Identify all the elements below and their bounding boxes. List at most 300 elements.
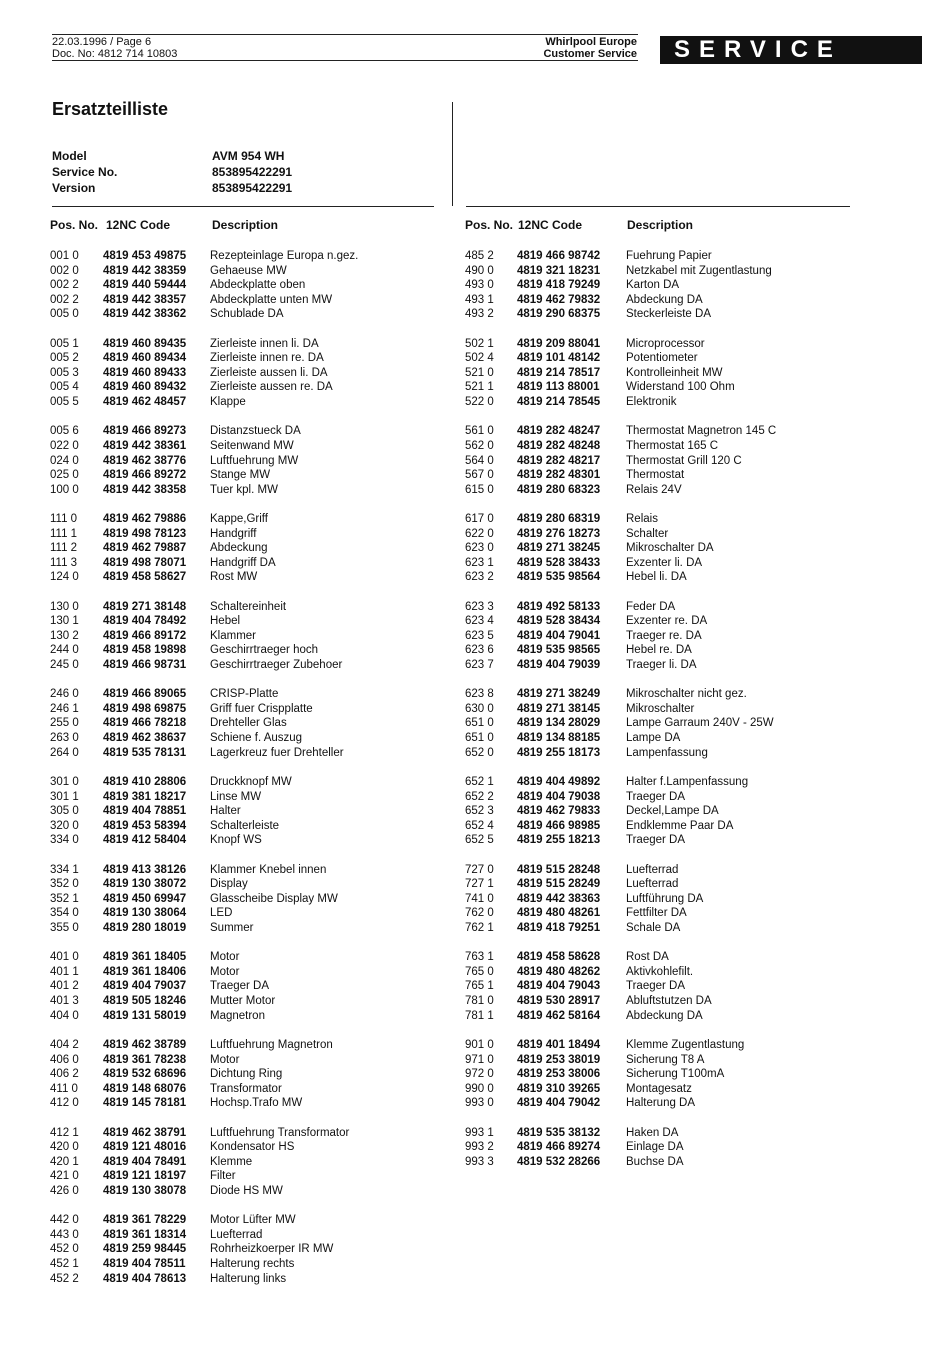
position-number: 615 0 <box>465 483 494 496</box>
service-no-label: Service No. <box>52 165 118 179</box>
position-number: 652 1 <box>465 775 494 788</box>
position-number: 001 0 <box>50 250 79 262</box>
part-code: 4819 404 78491 <box>103 1155 187 1168</box>
part-code: 4819 442 38361 <box>103 439 187 452</box>
part-description: Seitenwand MW <box>210 439 294 452</box>
part-description: Zierleiste innen re. DA <box>210 352 324 365</box>
position-number: 005 4 <box>50 381 79 394</box>
part-description: Relais 24V <box>626 483 682 496</box>
part-description: Klammer <box>210 629 257 642</box>
position-number: 130 1 <box>50 615 79 628</box>
part-code: 4819 462 38776 <box>103 454 187 467</box>
position-number: 972 0 <box>465 1068 494 1081</box>
part-code: 4819 404 79039 <box>517 659 601 671</box>
position-number: 111 0 <box>50 512 78 525</box>
position-number: 301 0 <box>50 775 79 788</box>
part-description: Buchse DA <box>626 1155 684 1168</box>
part-description: Microprocessor <box>626 337 705 350</box>
position-number: 652 2 <box>465 790 494 803</box>
position-number: 005 0 <box>50 308 79 321</box>
part-code: 4819 271 38245 <box>517 542 601 555</box>
position-number: 993 3 <box>465 1155 494 1168</box>
part-description: Mikroschalter <box>626 702 695 715</box>
position-number: 111 1 <box>50 527 78 540</box>
company-name: Whirlpool Europe <box>545 36 637 48</box>
position-number: 005 6 <box>50 425 79 438</box>
part-description: Schublade DA <box>210 308 284 321</box>
part-description: Thermostat 165 C <box>626 439 719 452</box>
part-code: 4819 404 49892 <box>517 775 601 788</box>
position-number: 404 2 <box>50 1038 79 1051</box>
part-code: 4819 361 18405 <box>103 951 187 964</box>
position-number: 022 0 <box>50 439 79 452</box>
position-number: 005 1 <box>50 337 79 350</box>
part-code: 4819 130 38072 <box>103 878 187 891</box>
part-code: 4819 321 18231 <box>517 264 601 277</box>
position-number: 100 0 <box>50 483 79 496</box>
part-description: Klemme Zugentlastung <box>626 1038 745 1051</box>
part-description: Abdeckung DA <box>626 1009 703 1022</box>
part-code: 4819 440 59444 <box>103 279 187 292</box>
part-description: Transformator <box>210 1082 282 1095</box>
position-number: 024 0 <box>50 454 79 467</box>
part-code: 4819 282 48247 <box>517 425 601 438</box>
position-number: 901 0 <box>465 1038 494 1051</box>
part-description: Lampenfassung <box>626 746 708 759</box>
part-code: 4819 361 18314 <box>103 1228 187 1241</box>
part-code: 4819 462 58164 <box>517 1009 601 1022</box>
position-number: 352 1 <box>50 892 79 905</box>
part-description: Kondensator HS <box>210 1141 295 1154</box>
part-description: Filter <box>210 1170 236 1183</box>
part-description: Glasscheibe Display MW <box>210 892 338 905</box>
part-code: 4819 532 28266 <box>517 1155 601 1168</box>
part-code: 4819 498 78123 <box>103 527 187 540</box>
position-number: 651 0 <box>465 717 494 730</box>
position-number: 404 0 <box>50 1009 79 1022</box>
position-number: 263 0 <box>50 732 79 745</box>
part-description: Traeger DA <box>210 980 270 993</box>
position-number: 412 0 <box>50 1097 79 1110</box>
part-code: 4819 458 19898 <box>103 644 187 657</box>
position-number: 320 0 <box>50 819 79 832</box>
part-code: 4819 310 39265 <box>517 1082 601 1095</box>
part-code: 4819 282 48301 <box>517 469 601 482</box>
part-code: 4819 460 89435 <box>103 337 187 350</box>
position-number: 521 1 <box>465 381 494 394</box>
part-description: Rost MW <box>210 571 258 584</box>
part-description: Motor <box>210 1053 240 1066</box>
part-description: Exzenter re. DA <box>626 615 708 628</box>
position-number: 765 0 <box>465 965 494 978</box>
right-code-header: 12NC Code <box>518 218 583 232</box>
part-code: 4819 404 78492 <box>103 615 187 628</box>
part-code: 4819 505 18246 <box>103 995 187 1008</box>
model-value: AVM 954 WH <box>212 149 285 163</box>
part-description: Display <box>210 878 248 891</box>
part-description: Knopf WS <box>210 834 262 847</box>
part-description: Motor <box>210 965 240 978</box>
part-description: Rost DA <box>626 951 669 964</box>
part-description: Zierleiste aussen li. DA <box>210 366 328 379</box>
position-number: 521 0 <box>465 366 494 379</box>
position-number: 727 1 <box>465 878 494 891</box>
position-number: 630 0 <box>465 702 494 715</box>
part-code: 4819 442 38362 <box>103 308 187 321</box>
part-description: Traeger DA <box>626 834 686 847</box>
part-code: 4819 130 38064 <box>103 907 187 920</box>
part-code: 4819 480 48262 <box>517 965 601 978</box>
position-number: 623 5 <box>465 629 494 642</box>
part-description: Luftfuehrung Magnetron <box>210 1038 333 1051</box>
position-number: 993 1 <box>465 1126 494 1139</box>
part-description: Hebel li. DA <box>626 571 687 584</box>
part-code: 4819 410 28806 <box>103 775 187 788</box>
part-code: 4819 282 48248 <box>517 439 601 452</box>
left-code-header: 12NC Code <box>106 218 171 232</box>
position-number: 406 2 <box>50 1068 79 1081</box>
part-description: Sicherung T8 A <box>626 1053 705 1066</box>
part-description: Luefterrad <box>210 1228 263 1241</box>
part-description: Traeger DA <box>626 980 686 993</box>
position-number: 334 1 <box>50 863 79 876</box>
part-description: Gehaeuse MW <box>210 264 287 277</box>
part-description: Zierleiste innen li. DA <box>210 337 319 350</box>
position-number: 781 1 <box>465 1009 494 1022</box>
position-number: 412 1 <box>50 1126 79 1139</box>
position-number: 111 2 <box>50 542 78 555</box>
part-code: 4819 404 78613 <box>103 1272 187 1285</box>
part-code: 4819 515 28249 <box>517 878 601 891</box>
part-code: 4819 462 79832 <box>517 293 601 306</box>
position-number: 993 2 <box>465 1141 494 1154</box>
position-number: 993 0 <box>465 1097 494 1110</box>
part-description: Schiene f. Auszug <box>210 732 303 745</box>
part-description: Mikroschalter nicht gez. <box>626 688 747 701</box>
part-description: Potentiometer <box>626 352 698 365</box>
position-number: 564 0 <box>465 454 494 467</box>
part-code: 4819 528 38434 <box>517 615 601 628</box>
position-number: 763 1 <box>465 951 494 964</box>
position-number: 426 0 <box>50 1184 79 1197</box>
position-number: 622 0 <box>465 527 494 540</box>
part-code: 4819 466 98742 <box>517 250 601 262</box>
position-number: 355 0 <box>50 921 79 934</box>
department-name: Customer Service <box>543 48 637 60</box>
part-description: Schalterleiste <box>210 819 280 832</box>
part-code: 4819 121 48016 <box>103 1141 187 1154</box>
position-number: 111 3 <box>50 556 78 569</box>
part-code: 4819 401 18494 <box>517 1038 601 1051</box>
part-code: 4819 404 79038 <box>517 790 601 803</box>
part-description: Handgriff <box>210 527 257 540</box>
position-number: 130 0 <box>50 600 79 613</box>
part-description: Mikroschalter DA <box>626 542 714 555</box>
doc-number: Doc. No: 4812 714 10803 <box>52 48 178 60</box>
part-description: Luftfuehrung Transformator <box>210 1126 350 1139</box>
part-code: 4819 466 98731 <box>103 659 187 671</box>
left-pos-header: Pos. No. <box>50 218 99 232</box>
part-code: 4819 530 28917 <box>517 995 601 1008</box>
part-code: 4819 271 38249 <box>517 688 601 701</box>
position-number: 623 3 <box>465 600 494 613</box>
part-description: Relais <box>626 512 658 525</box>
position-number: 762 0 <box>465 907 494 920</box>
version-value: 853895422291 <box>212 181 293 195</box>
part-description: Fettfilter DA <box>626 907 687 920</box>
position-number: 401 1 <box>50 965 79 978</box>
part-description: Motor <box>210 951 240 964</box>
position-number: 443 0 <box>50 1228 79 1241</box>
part-code: 4819 113 88001 <box>517 381 600 394</box>
part-description: Netzkabel mit Zugentlastung <box>626 264 772 277</box>
position-number: 762 1 <box>465 921 494 934</box>
part-code: 4819 404 79042 <box>517 1097 601 1110</box>
part-description: Traeger re. DA <box>626 629 702 642</box>
part-description: Thermostat Magnetron 145 C <box>626 425 777 438</box>
part-description: Schaltereinheit <box>210 600 287 613</box>
part-code: 4819 535 98565 <box>517 644 601 657</box>
position-number: 623 7 <box>465 659 494 671</box>
position-number: 652 3 <box>465 805 494 818</box>
part-code: 4819 480 48261 <box>517 907 601 920</box>
part-description: Stange MW <box>210 469 271 482</box>
part-code: 4819 453 58394 <box>103 819 187 832</box>
part-code: 4819 271 38145 <box>517 702 601 715</box>
position-number: 502 1 <box>465 337 494 350</box>
header-bottom-rule <box>52 60 638 61</box>
part-description: Lagerkreuz fuer Drehteller <box>210 746 344 759</box>
part-code: 4819 361 18406 <box>103 965 187 978</box>
part-description: Klemme <box>210 1155 253 1168</box>
part-code: 4819 515 28248 <box>517 863 601 876</box>
position-number: 406 0 <box>50 1053 79 1066</box>
position-number: 411 0 <box>50 1082 78 1095</box>
part-description: Exzenter li. DA <box>626 556 703 569</box>
part-description: Hebel re. DA <box>626 644 692 657</box>
part-code: 4819 442 38359 <box>103 264 187 277</box>
part-description: Widerstand 100 Ohm <box>626 381 735 394</box>
part-code: 4819 466 98985 <box>517 819 601 832</box>
part-description: Griff fuer Crispplatte <box>210 702 313 715</box>
part-code: 4819 404 79037 <box>103 980 187 993</box>
position-number: 005 3 <box>50 366 79 379</box>
part-description: Druckknopf MW <box>210 775 292 788</box>
part-code: 4819 209 88041 <box>517 337 601 350</box>
part-description: Elektronik <box>626 396 677 409</box>
part-description: Geschirrtraeger Zubehoer <box>210 659 343 671</box>
position-number: 452 0 <box>50 1243 79 1256</box>
position-number: 490 0 <box>465 264 494 277</box>
part-description: Dichtung Ring <box>210 1068 283 1081</box>
position-number: 561 0 <box>465 425 494 438</box>
part-code: 4819 466 89273 <box>103 425 187 438</box>
part-code: 4819 404 78851 <box>103 805 187 818</box>
part-description: Abluftstutzen DA <box>626 995 712 1008</box>
part-description: CRISP-Platte <box>210 688 279 701</box>
part-code: 4819 134 28029 <box>517 717 601 730</box>
position-number: 305 0 <box>50 805 79 818</box>
position-number: 401 3 <box>50 995 79 1008</box>
part-code: 4819 145 78181 <box>103 1097 187 1110</box>
part-code: 4819 498 69875 <box>103 702 187 715</box>
part-description: Hebel <box>210 615 241 628</box>
part-description: Thermostat Grill 120 C <box>626 454 742 467</box>
part-code: 4819 460 89434 <box>103 352 187 365</box>
part-code: 4819 498 78071 <box>103 556 187 569</box>
part-code: 4819 413 38126 <box>103 863 187 876</box>
part-description: Linse MW <box>210 790 262 803</box>
part-description: Steckerleiste DA <box>626 308 712 321</box>
position-number: 652 5 <box>465 834 494 847</box>
part-code: 4819 255 18213 <box>517 834 601 847</box>
part-code: 4819 442 38363 <box>517 892 601 905</box>
position-number: 623 0 <box>465 542 494 555</box>
part-description: Deckel,Lampe DA <box>626 805 719 818</box>
position-number: 420 0 <box>50 1141 79 1154</box>
part-description: Luefterrad <box>626 878 679 891</box>
position-number: 452 1 <box>50 1258 79 1270</box>
part-code: 4819 131 58019 <box>103 1009 187 1022</box>
page-title: Ersatzteilliste <box>52 99 169 119</box>
part-description: Lampe Garraum 240V - 25W <box>626 717 774 730</box>
position-number: 354 0 <box>50 907 79 920</box>
version-label: Version <box>52 181 96 195</box>
right-pos-header: Pos. No. <box>465 218 514 232</box>
position-number: 245 0 <box>50 659 79 671</box>
part-description: Klammer Knebel innen <box>210 863 327 876</box>
part-code: 4819 458 58628 <box>517 951 601 964</box>
part-code: 4819 404 79041 <box>517 629 601 642</box>
part-description: Kontrolleinheit MW <box>626 366 723 379</box>
part-code: 4819 466 89274 <box>517 1141 601 1154</box>
position-number: 401 0 <box>50 951 79 964</box>
part-code: 4819 535 78131 <box>103 746 187 759</box>
position-number: 442 0 <box>50 1214 79 1227</box>
part-code: 4819 532 68696 <box>103 1068 187 1081</box>
part-description: Distanzstueck DA <box>210 425 301 438</box>
part-description: Sicherung T100mA <box>626 1068 725 1081</box>
part-code: 4819 148 68076 <box>103 1082 187 1095</box>
part-description: Halterung rechts <box>210 1258 295 1270</box>
part-description: Magnetron <box>210 1009 265 1022</box>
part-code: 4819 442 38357 <box>103 293 187 306</box>
part-description: Rezepteinlage Europa n.gez. <box>210 250 359 262</box>
part-code: 4819 458 58627 <box>103 571 187 584</box>
position-number: 334 0 <box>50 834 79 847</box>
position-number: 652 4 <box>465 819 494 832</box>
position-number: 623 1 <box>465 556 494 569</box>
part-code: 4819 453 49875 <box>103 250 187 262</box>
part-code: 4819 121 18197 <box>103 1170 187 1183</box>
part-description: Drehteller Glas <box>210 717 287 730</box>
part-code: 4819 442 38358 <box>103 483 187 496</box>
part-description: Luefterrad <box>626 863 679 876</box>
position-number: 765 1 <box>465 980 494 993</box>
position-number: 652 0 <box>465 746 494 759</box>
part-description: Kappe,Griff <box>210 512 268 525</box>
part-description: Luftführung DA <box>626 892 704 905</box>
part-code: 4819 290 68375 <box>517 308 601 321</box>
service-no-value: 853895422291 <box>212 165 293 179</box>
position-number: 264 0 <box>50 746 79 759</box>
right-desc-header: Description <box>627 218 694 232</box>
part-code: 4819 462 38791 <box>103 1126 187 1139</box>
part-description: Abdeckung DA <box>626 293 703 306</box>
part-code: 4819 466 89272 <box>103 469 187 482</box>
position-number: 502 4 <box>465 352 494 365</box>
part-code: 4819 418 79249 <box>517 279 601 292</box>
part-description: Hochsp.Trafo MW <box>210 1097 303 1110</box>
center-divider <box>452 102 453 206</box>
position-number: 002 2 <box>50 293 79 306</box>
part-description: Montagesatz <box>626 1082 692 1095</box>
part-description: Geschirrtraeger hoch <box>210 644 319 657</box>
part-description: Summer <box>210 921 254 934</box>
part-code: 4819 462 38637 <box>103 732 187 745</box>
part-description: Abdeckplatte unten MW <box>210 293 333 306</box>
part-description: Traeger li. DA <box>626 659 697 671</box>
part-description: Endklemme Paar DA <box>626 819 734 832</box>
part-code: 4819 130 38078 <box>103 1184 187 1197</box>
right-section-rule <box>466 206 850 207</box>
part-code: 4819 280 68323 <box>517 483 601 496</box>
position-number: 002 0 <box>50 264 79 277</box>
position-number: 130 2 <box>50 629 79 642</box>
part-description: Klappe <box>210 396 246 409</box>
part-code: 4819 460 89432 <box>103 381 187 394</box>
part-code: 4819 462 48457 <box>103 396 187 409</box>
part-description: Abdeckplatte oben <box>210 279 306 292</box>
part-code: 4819 280 18019 <box>103 921 187 934</box>
position-number: 025 0 <box>50 469 79 482</box>
position-number: 617 0 <box>465 512 494 525</box>
part-code: 4819 460 89433 <box>103 366 187 379</box>
position-number: 246 1 <box>50 702 79 715</box>
part-code: 4819 255 18173 <box>517 746 601 759</box>
position-number: 493 2 <box>465 308 494 321</box>
position-number: 420 1 <box>50 1155 79 1168</box>
part-code: 4819 462 79887 <box>103 542 187 555</box>
header-top-rule <box>52 34 638 35</box>
position-number: 623 8 <box>465 688 494 701</box>
position-number: 255 0 <box>50 717 79 730</box>
part-code: 4819 280 68319 <box>517 512 601 525</box>
position-number: 005 2 <box>50 352 79 365</box>
position-number: 741 0 <box>465 892 494 905</box>
part-description: Feder DA <box>626 600 676 613</box>
part-description: Luftfuehrung MW <box>210 454 299 467</box>
position-number: 567 0 <box>465 469 494 482</box>
part-code: 4819 492 58133 <box>517 600 601 613</box>
position-number: 971 0 <box>465 1053 494 1066</box>
part-code: 4819 462 38789 <box>103 1038 187 1051</box>
position-number: 493 1 <box>465 293 494 306</box>
part-code: 4819 466 89172 <box>103 629 187 642</box>
part-code: 4819 462 79886 <box>103 512 187 525</box>
part-code: 4819 404 78511 <box>103 1258 186 1270</box>
position-number: 990 0 <box>465 1082 494 1095</box>
part-code: 4819 404 79043 <box>517 980 601 993</box>
position-number: 651 0 <box>465 732 494 745</box>
part-code: 4819 528 38433 <box>517 556 601 569</box>
position-number: 452 2 <box>50 1272 79 1285</box>
part-description: Handgriff DA <box>210 556 276 569</box>
part-description: Schalter <box>626 527 669 540</box>
part-description: Schale DA <box>626 921 681 934</box>
left-desc-header: Description <box>212 218 279 232</box>
part-description: Thermostat <box>626 469 685 482</box>
